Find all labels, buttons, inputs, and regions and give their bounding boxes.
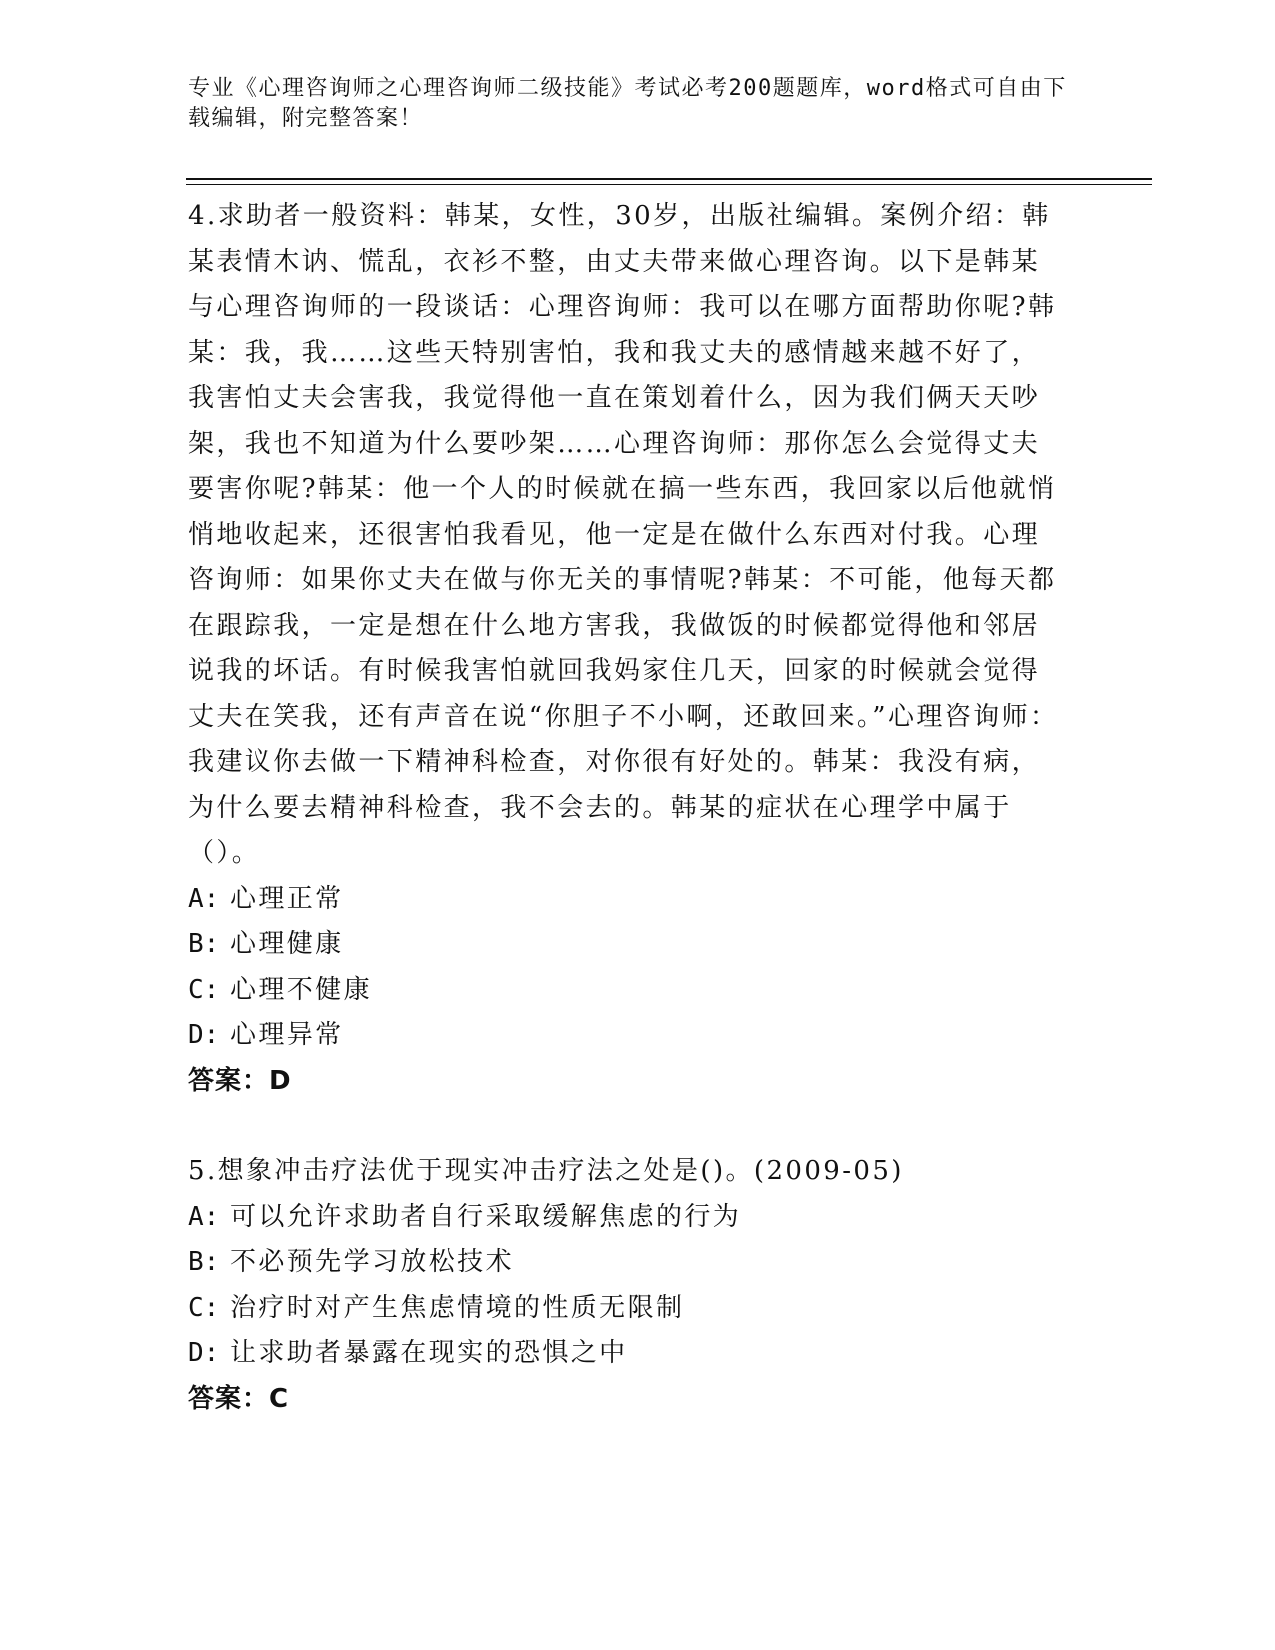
option-letter: D: [188, 1338, 220, 1368]
option-d [188, 1331, 1068, 1377]
option-text: 心理异常 [229, 1020, 344, 1050]
option-d [188, 1013, 1068, 1059]
option-text: 心理不健康 [229, 974, 372, 1005]
option-text: 可以允许求助者自行采取缓解焦虑的行为 [229, 1201, 742, 1232]
answer-line: 答案：C [188, 1383, 290, 1414]
question-stem [188, 1149, 1068, 1195]
header-rule-thick [186, 178, 1152, 180]
option-letter: C: [188, 1292, 220, 1323]
question-text: 求助者一般资料：韩某，女性，30岁，出版社编辑。案例介绍：韩某表情木讷、慌乱，衣衫不整，由丈夫带来做心理咨询。以下是韩某与心理咨询师的一段谈话：心理咨询师：我可以在哪方面帮助你呢?韩某：我，我……这些天特别害怕，我和我丈夫的感情越来越不好了，我害怕丈夫会害我，我觉得他一直在策划着什么，因为我们俩天天吵架，我也不知道为什么要吵架……心理咨询师：那你怎么会觉得丈夫要害你呢?韩某：他一个人的时候就在搞一些东西，我回家以后他就悄悄地收起来，还很害怕我看见，他一定是在做什么东西对付我。心理咨询师：如果你丈夫在做与你无关的事情呢?韩某：不可能，他每天都在跟踪我，一定是想在什么地方害我，我做饭的时候都觉得他和邻居说我的坏话。有时候我害怕就回我妈家住几天，回家的时候就会觉得丈夫在笑我，还有声音在说“你胆子不小啊，还敢回来。”心理咨询师：我建议你去做一下精神科检查，对你很有好处的。韩某：我没有病，为什么要去精神科检查，我不会去的。韩某的症状在心理学中属于（）。 [188, 201, 1059, 868]
question-5 [188, 1149, 1068, 1422]
option-text: 治疗时对产生焦虑情境的性质无限制 [229, 1292, 685, 1323]
question-number: 5. [188, 1156, 218, 1186]
option-a [188, 1195, 1068, 1241]
option-text: 心理健康 [229, 929, 344, 959]
option-c [188, 1286, 1068, 1332]
option-letter: B: [188, 1247, 220, 1277]
option-letter: C: [188, 974, 220, 1005]
option-letter: A: [188, 1201, 220, 1232]
question-stem [188, 194, 1068, 877]
option-letter: B: [188, 929, 220, 959]
option-text: 让求助者暴露在现实的恐惧之中 [229, 1338, 628, 1368]
option-letter: D: [188, 1020, 220, 1050]
option-text: 不必预先学习放松技术 [229, 1247, 514, 1277]
question-text: 想象冲击疗法优于现实冲击疗法之处是()。(2009-05) [217, 1156, 904, 1186]
option-c [188, 968, 1068, 1014]
answer-line: 答案：D [188, 1065, 292, 1096]
question-list [188, 194, 1068, 1422]
header-rule-thin [186, 184, 1152, 185]
question-number: 4. [188, 201, 218, 231]
option-letter: A: [188, 883, 220, 914]
option-b [188, 1240, 1068, 1286]
question-4 [188, 194, 1068, 1104]
option-text: 心理正常 [229, 883, 344, 914]
page-header: 专业《心理咨询师之心理咨询师二级技能》考试必考200题题库，word格式可自由下载编辑，附完整答案！ [188, 76, 1067, 131]
option-a [188, 877, 1068, 923]
option-b [188, 922, 1068, 968]
question-gap [188, 1104, 1068, 1149]
